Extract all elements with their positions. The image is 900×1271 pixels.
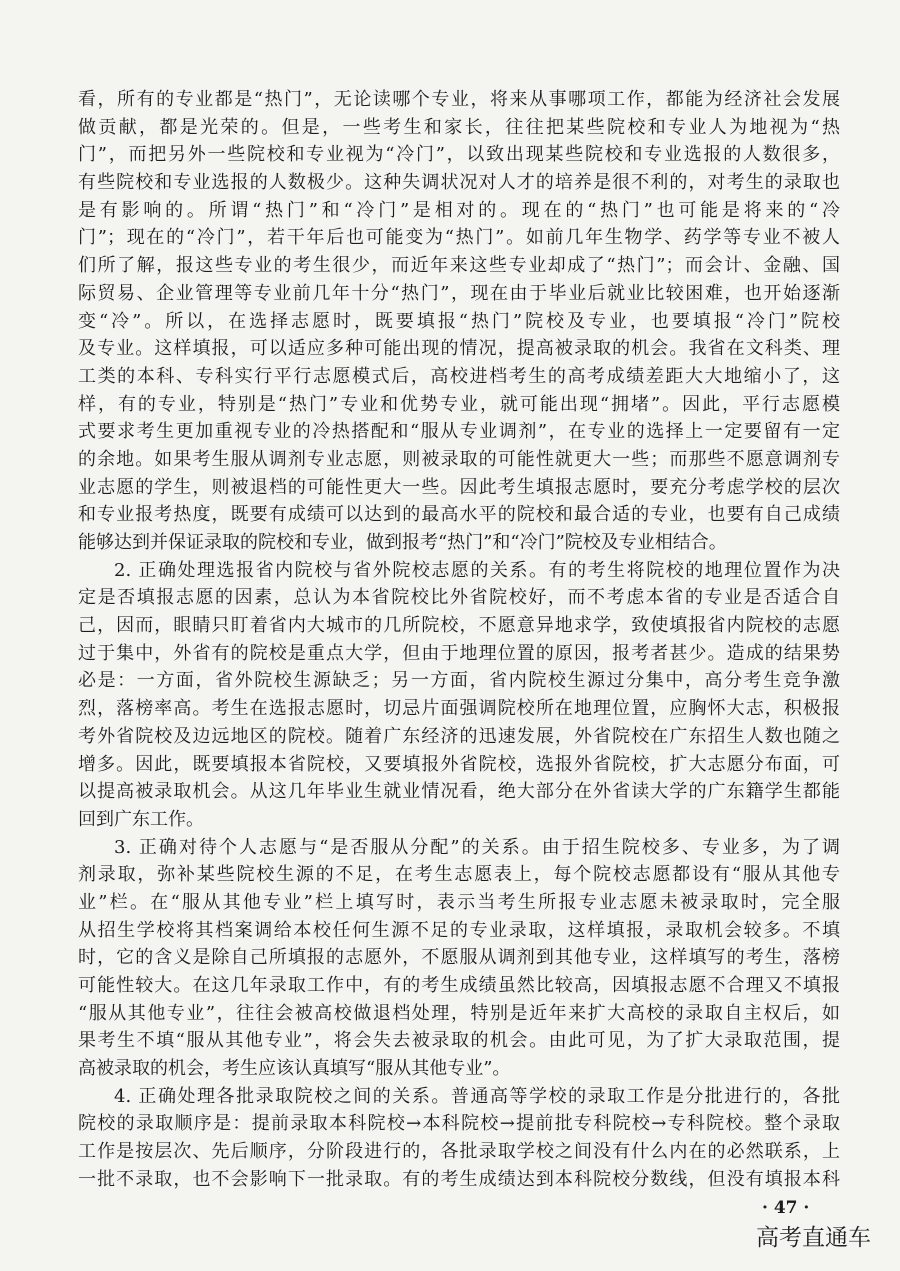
text-line: 可能性较大。在这几年录取工作中，有的考生成绩虽然比较高，因填报志愿不合理又不填报 (78, 975, 840, 996)
text-line: 的余地。如果考生服从调剂专业志愿，则被录取的可能性就更大一些；而那些不愿意调剂专 (78, 448, 840, 470)
text-line: 做贡献，都是光荣的。但是，一些考生和家长，往往把某些院校和专业人为地视为“热 (78, 116, 840, 138)
text-line: 高被录取的机会，考生应该认真填写“服从其他专业”。 (78, 1058, 511, 1080)
paragraph-item-4 (78, 1083, 840, 1194)
text-line: 剂录取，弥补某些院校生源的不足，在考生志愿表上，每个院校志愿都设有“服从其他专 (78, 864, 840, 886)
text-line: 能够达到并保证录取的院校和专业，做到报考“热门”和“冷门”院校及专业相结合。 (78, 532, 727, 553)
text-line: 果考生不填“服从其他专业”，将会失去被录取的机会。由此可见，为了扩大录取范围，提 (78, 1030, 840, 1052)
text-line: 看，所有的专业都是“热门”，无论读哪个专业，将来从事哪项工作，都能为经济社会发展 (78, 89, 840, 110)
text-line: 际贸易、企业管理等专业前几年十分“热门”，现在由于毕业后就业比较困难，也开始逐渐 (78, 282, 840, 304)
text-line: 过于集中，外省有的院校是重点大学，但由于地理位置的原因，报考者甚少。造成的结果势 (78, 642, 840, 664)
text-line: “服从其他专业”，往往会被高校做退档处理，特别是近年来扩大高校的录取自主权后，如 (78, 1002, 840, 1024)
text-line: 时，它的含义是除自己所填报的志愿外，不愿服从调剂到其他专业，这样填写的考生，落榜 (78, 947, 840, 969)
text-line: 定是否填报志愿的因素，总认为本省院校比外省院校好，而不考虑本省的专业是否适合自 (78, 587, 840, 609)
page-number: · 47 · (762, 1198, 810, 1218)
text-line: 业志愿的学生，则被退档的可能性更大一些。因此考生填报志愿时，要充分考虑学校的层次 (78, 476, 840, 498)
text-line: 以提高被录取机会。从这几年毕业生就业情况看，绝大部分在外省读大学的广东籍学生都能 (78, 781, 840, 803)
text-line: 一批不录取，也不会影响下一批录取。有的考生成绩达到本科院校分数线，但没有填报本科 (78, 1168, 840, 1190)
text-line: 烈，落榜率高。考生在选报志愿时，切忌片面强调院校所在地理位置，应胸怀大志，积极报 (78, 698, 840, 720)
text-line: 增多。因此，既要填报本省院校，又要填报外省院校，选报外省院校，扩大志愿分布面，可 (78, 753, 840, 775)
text-line: 3. 正确对待个人志愿与“是否服从分配”的关系。由于招生院校多、专业多，为了调 (114, 836, 840, 858)
body-text (78, 86, 840, 1194)
paragraph-continued (78, 86, 840, 557)
watermark-text: 高考直通车 (756, 1225, 871, 1251)
text-line: 从招生学校将其档案调给本校任何生源不足的专业录取，这样填报，录取机会较多。不填 (78, 919, 840, 941)
text-line: 有些院校和专业选报的人数极少。这种失调状况对人才的培养是很不利的，对考生的录取也 (78, 172, 840, 194)
text-line: 工类的本科、专科实行平行志愿模式后，高校进档考生的高考成绩差距大大地缩小了，这 (78, 365, 840, 387)
text-line: 式要求考生更加重视专业的冷热搭配和“服从专业调剂”，在专业的选择上一定要留有一定 (78, 421, 840, 443)
text-line: 变“冷”。所以，在选择志愿时，既要填报“热门”院校及专业，也要填报“冷门”院校 (78, 310, 840, 332)
text-line: 样，有的专业，特别是“热门”专业和优势专业，就可能出现“拥堵”。因此，平行志愿模 (78, 393, 840, 415)
paragraph-item-3 (78, 834, 840, 1083)
text-line: 和专业报考热度，既要有成绩可以达到的最高水平的院校和最合适的专业，也要有自己成绩 (78, 504, 840, 526)
text-line: 2. 正确处理选报省内院校与省外院校志愿的关系。有的考生将院校的地理位置作为决 (114, 559, 840, 581)
text-line: 4. 正确处理各批录取院校之间的关系。普通高等学校的录取工作是分批进行的，各批 (114, 1085, 840, 1107)
text-line: 必是：一方面，省外院校生源缺乏；另一方面，省内院校生源过分集中，高分考生竞争激 (78, 670, 840, 692)
text-line: 及专业。这样填报，可以适应多种可能出现的情况，提高被录取的机会。我省在文科类、理 (78, 338, 840, 360)
text-line: 是有影响的。所谓“热门”和“冷门”是相对的。现在的“热门”也可能是将来的“冷 (78, 199, 840, 221)
text-line: 业”栏。在“服从其他专业”栏上填写时，表示当考生所报专业志愿未被录取时，完全服 (78, 891, 840, 913)
text-line: 院校的录取顺序是：提前录取本科院校→本科院校→提前批专科院校→专科院校。整个录取 (78, 1113, 840, 1135)
paragraph-item-2 (78, 557, 840, 834)
text-line: 工作是按层次、先后顺序，分阶段进行的，各批录取学校之间没有什么内在的必然联系，上 (78, 1141, 840, 1163)
text-line: 回到广东工作。 (78, 808, 204, 830)
text-line: 门”；现在的“冷门”，若干年后也可能变为“热门”。如前几年生物学、药学等专业不被人 (78, 227, 840, 249)
text-line: 们所了解，报这些专业的考生很少，而近年来这些专业却成了“热门”；而会计、金融、国 (78, 255, 840, 277)
text-line: 考外省院校及边远地区的院校。随着广东经济的迅速发展，外省院校在广东招生人数也随之 (78, 725, 840, 747)
text-line: 门”，而把另外一些院校和专业视为“冷门”，以致出现某些院校和专业选报的人数很多， (78, 144, 840, 166)
text-line: 己，因而，眼睛只盯着省内大城市的几所院校，不愿意异地求学，致使填报省内院校的志愿 (78, 615, 840, 637)
